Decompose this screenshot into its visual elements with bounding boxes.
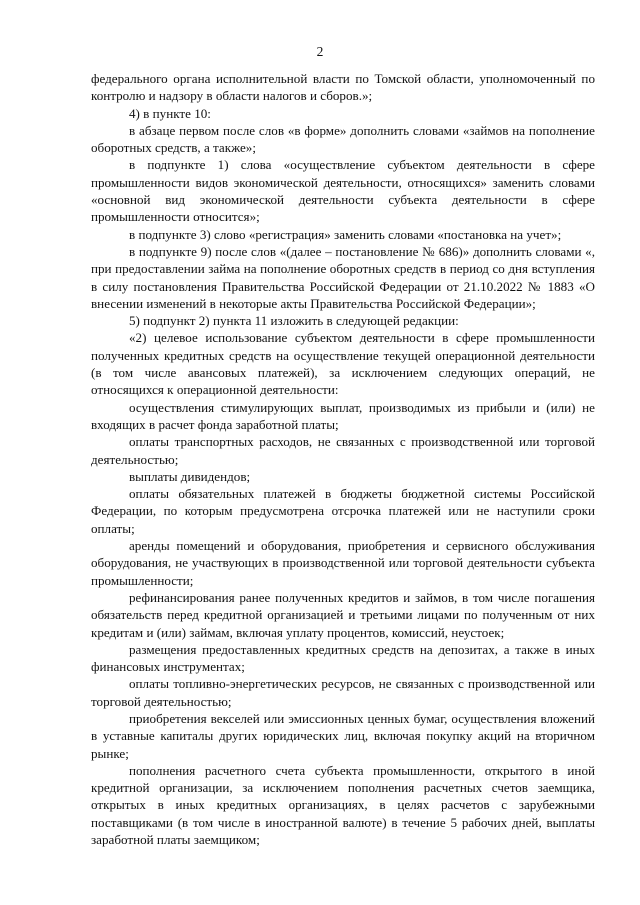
paragraph: в подпункте 9) после слов «(далее – постановление № 686)» дополнить словами «, при предоставлении займа на пополнение оборотных средств в период со дня вступления в силу постановления Правительства Российской Федерации от 21.10.2022 № 1883 «О внесении изменений в некоторые акты Правительства Российской Федерации»; <box>91 243 595 311</box>
paragraph: оплаты топливно-энергетических ресурсов, не связанных с производственной или торговой деятельностью; <box>91 676 595 709</box>
paragraph: выплаты дивидендов; <box>129 468 251 484</box>
paragraph: оплаты обязательных платежей в бюджеты бюджетной системы Российской Федерации, по которым предусмотрена отсрочка платежей или не наступили сроки оплаты; <box>91 486 595 536</box>
paragraph: в подпункте 1) слова «осуществление субъектом деятельности в сфере промышленности видов экономической деятельности, относящихся» заменить словами «основной вид экономической деятельности субъекта деятельности в сфере промышленности относится»; <box>91 157 595 225</box>
paragraph: в подпункте 3) слово «регистрация» заменить словами «постановка на учет»; <box>129 226 562 242</box>
paragraph: рефинансирования ранее полученных кредитов и займов, в том числе погашения обязательств перед кредитной организацией и третьими лицами по полученным от них кредитам и (или) займам, включая уплату процентов, комиссий, неустоек; <box>91 589 595 640</box>
paragraph: пополнения расчетного счета субъекта промышленности, открытого в иной кредитной организации, за исключением пополнения расчетных счетов заемщика, открытых в иных кредитных организациях, в целях расчетов с зарубежными поставщиками (в том числе в иностранной валюте) в течение 5 рабочих дней, выплаты заработной платы заемщиком; <box>91 762 595 848</box>
paragraph: аренды помещений и оборудования, приобретения и сервисного обслуживания оборудования, не участвующих в производственной или торговой деятельности субъекта промышленности; <box>91 538 595 588</box>
paragraph: 5) подпункт 2) пункта 11 изложить в следующей редакции: <box>129 313 459 329</box>
paragraph: в абзаце первом после слов «в форме» дополнить словами «займов на пополнение оборотных средств, а также»; <box>91 122 595 156</box>
paragraph: приобретения векселей или эмиссионных ценных бумаг, осуществления вложений в уставные капиталы других юридических лиц, включая покупку акций на вторичном рынке; <box>91 710 595 761</box>
paragraph: осуществления стимулирующих выплат, производимых из прибыли и (или) не входящих в расчет фонда заработной платы; <box>91 399 595 432</box>
page-number: 2 <box>316 44 324 59</box>
paragraph: оплаты транспортных расходов, не связанных с производственной или торговой деятельностью; <box>91 434 595 467</box>
paragraph: 4) в пункте 10: <box>129 105 211 121</box>
paragraph: «2) целевое использование субъектом деятельности в сфере промышленности полученных кредитных средств на осуществление текущей операционной деятельности (в том числе авансовых платежей), за исключением следующих операций, не относящихся к операционной деятельности: <box>91 330 595 398</box>
paragraph: размещения предоставленных кредитных средств на депозитах, а также в иных финансовых инструментах; <box>91 641 595 675</box>
document-body <box>91 70 595 848</box>
paragraph: федерального органа исполнительной власти по Томской области, уполномоченный по контролю и надзору в области налогов и сборов.»; <box>91 71 595 104</box>
